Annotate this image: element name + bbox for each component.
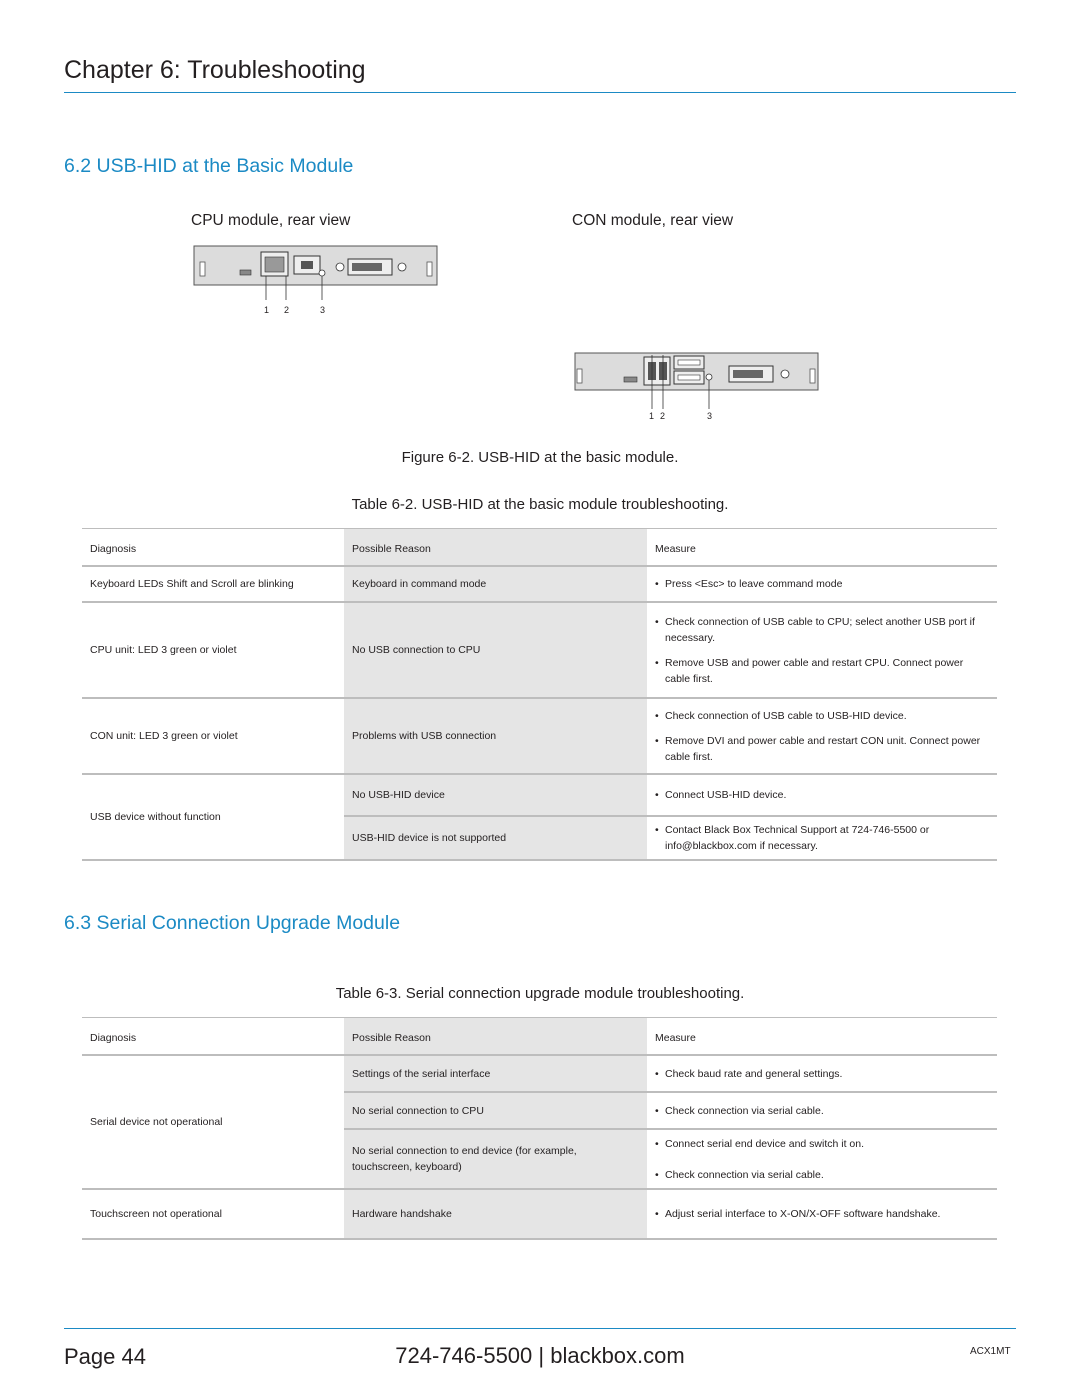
cpu-callout-1: 1 bbox=[264, 305, 270, 315]
con-module-label: CON module, rear view bbox=[572, 212, 734, 229]
table-row bbox=[82, 1189, 997, 1239]
reason-cell: USB-HID device is not supported bbox=[344, 816, 647, 860]
reason-cell: Keyboard in command mode bbox=[344, 566, 647, 602]
table-row bbox=[82, 698, 997, 774]
diagnosis-cell: Touchscreen not operational bbox=[82, 1189, 344, 1239]
measure-cell: • Check connection of USB cable to USB-HID device. • Remove DVI and power cable and restart CON unit. Connect power cable first. bbox=[647, 698, 997, 774]
figure-caption: Figure 6-2. USB-HID at the basic module. bbox=[401, 449, 679, 466]
con-callout-3: 3 bbox=[707, 411, 713, 421]
col-header-reason: Possible Reason bbox=[344, 1018, 647, 1055]
table-caption-6-2: Table 6-2. USB-HID at the basic module troubleshooting. bbox=[351, 496, 729, 513]
col-header-diagnosis: Diagnosis bbox=[82, 529, 344, 566]
chapter-rule bbox=[64, 92, 1016, 93]
chapter-title: Chapter 6: Troubleshooting bbox=[64, 56, 366, 84]
table-row bbox=[82, 774, 997, 816]
cpu-callout-2: 2 bbox=[284, 305, 290, 315]
diagnosis-cell: CON unit: LED 3 green or violet bbox=[82, 698, 344, 774]
cpu-callout-3: 3 bbox=[320, 305, 326, 315]
cpu-module-label: CPU module, rear view bbox=[191, 212, 351, 229]
reason-cell: No USB connection to CPU bbox=[344, 602, 647, 698]
diagnosis-cell: Serial device not operational bbox=[82, 1055, 344, 1189]
reason-cell: No serial connection to CPU bbox=[344, 1092, 647, 1129]
col-header-diagnosis: Diagnosis bbox=[82, 1018, 344, 1055]
table-caption-6-3: Table 6-3. Serial connection upgrade module troubleshooting. bbox=[335, 985, 745, 1002]
reason-cell: No serial connection to end device (for example, touchscreen, keyboard) bbox=[344, 1129, 647, 1189]
measure-cell: • Press <Esc> to leave command mode bbox=[647, 566, 997, 602]
section-title-6-3: 6.3 Serial Connection Upgrade Module bbox=[64, 912, 401, 934]
col-header-reason: Possible Reason bbox=[344, 529, 647, 566]
measure-cell: • Connect serial end device and switch it on. • Check connection via serial cable. bbox=[647, 1129, 997, 1189]
footer-rule bbox=[64, 1328, 1016, 1329]
footer-contact: 724-746-5500 | blackbox.com bbox=[395, 1343, 685, 1368]
col-header-measure: Measure bbox=[647, 529, 997, 566]
con-callout-1: 1 bbox=[649, 411, 655, 421]
table-row bbox=[82, 602, 997, 698]
col-header-measure: Measure bbox=[647, 1018, 997, 1055]
diagnosis-cell: USB device without function bbox=[82, 774, 344, 860]
table-6-2 bbox=[82, 529, 997, 861]
table-row bbox=[82, 566, 997, 602]
diagnosis-cell: Keyboard LEDs Shift and Scroll are blinking bbox=[82, 566, 344, 602]
table-row bbox=[82, 1055, 997, 1092]
table-6-3 bbox=[82, 1018, 997, 1240]
measure-cell: • Contact Black Box Technical Support at 724-746-5500 or info@blackbox.com if necessary. bbox=[647, 816, 997, 860]
reason-cell: Hardware handshake bbox=[344, 1189, 647, 1239]
document-code: ACX1MT bbox=[970, 1346, 1011, 1357]
measure-cell: • Check connection of USB cable to CPU; select another USB port if necessary. • Remove USB and power cable and restart CPU. Connect power cable first. bbox=[647, 602, 997, 698]
measure-cell: • Check connection via serial cable. bbox=[647, 1092, 997, 1129]
con-callout-2: 2 bbox=[660, 411, 666, 421]
measure-cell: • Check baud rate and general settings. bbox=[647, 1055, 997, 1092]
cpu-module-rear-view bbox=[190, 242, 442, 322]
measure-cell: • Connect USB-HID device. bbox=[647, 774, 997, 816]
reason-cell: Settings of the serial interface bbox=[344, 1055, 647, 1092]
reason-cell: Problems with USB connection bbox=[344, 698, 647, 774]
diagnosis-cell: CPU unit: LED 3 green or violet bbox=[82, 602, 344, 698]
measure-cell: • Adjust serial interface to X-ON/X-OFF software handshake. bbox=[647, 1189, 997, 1239]
page-number: Page 44 bbox=[64, 1344, 146, 1369]
reason-cell: No USB-HID device bbox=[344, 774, 647, 816]
con-module-rear-view bbox=[571, 349, 823, 429]
section-title-6-2: 6.2 USB-HID at the Basic Module bbox=[64, 155, 354, 177]
